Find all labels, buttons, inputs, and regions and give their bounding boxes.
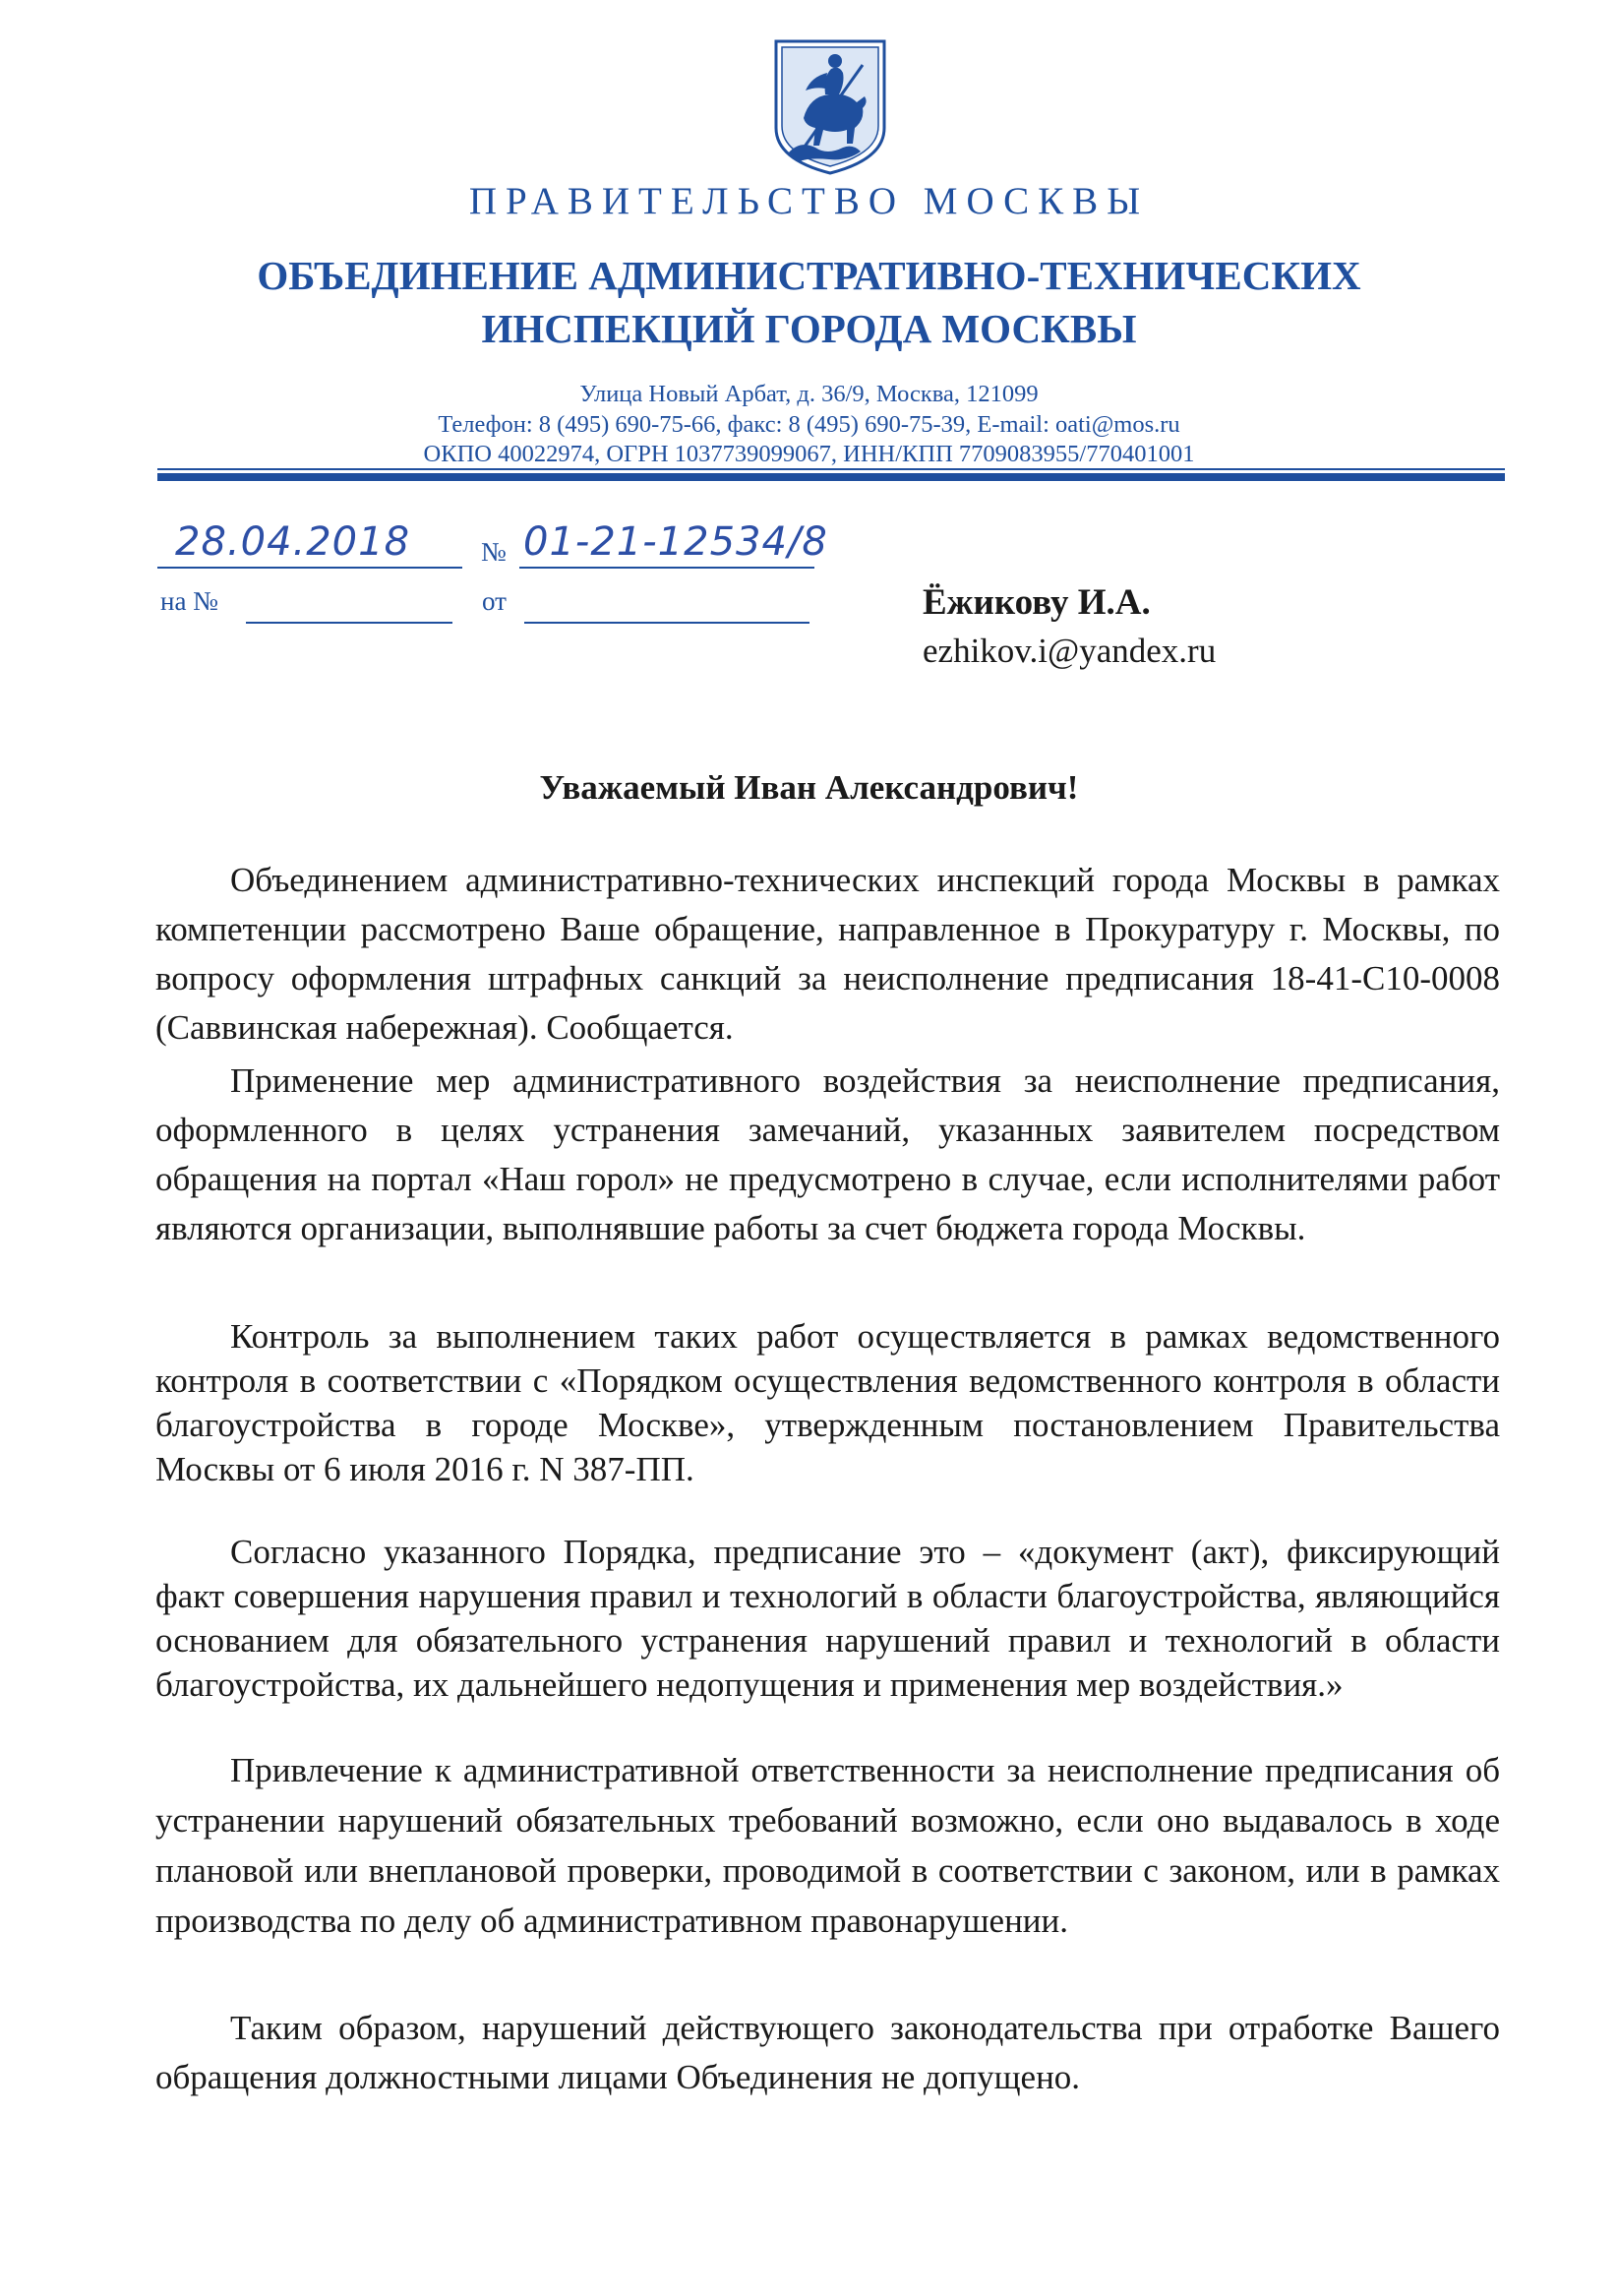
reference-number-underline [246, 622, 452, 624]
organization-contacts: Телефон: 8 (495) 690-75-66, факс: 8 (495) 690-75-39, E-mail: oati@mos.ru [438, 411, 1180, 438]
moscow-coat-of-arms-emblem [770, 37, 890, 175]
organization-name-line-2: ИНСПЕКЦИЙ ГОРОДА МОСКВЫ [481, 306, 1137, 351]
letter-paragraph: Таким образом, нарушений действующего законодательства при отработке Вашего обращения должностными лицами Объединения не допущено. [155, 2009, 1500, 2096]
letter-paragraph: Согласно указанного Порядка, предписание это – «документ (акт), фиксирующий факт совершения нарушения правил и технологий в области благоустройства, являющийся основанием для обязательного устранения нарушений правил и технологий в области благоустройства, их дальнейшего недопущения и применения мер воздействия.» [155, 1533, 1500, 1704]
outgoing-date-underline [157, 567, 462, 569]
letter-paragraph: Контроль за выполнением таких работ осуществляется в рамках ведомственного контроля в соответствии с «Порядком осуществления ведомственного контроля в области благоустройства в городе Москве», утвержденным постановлением Правительства Москвы от 6 июля 2016 г. N 387-ПП. [155, 1317, 1500, 1488]
organization-registry-codes: ОКПО 40022974, ОГРН 1037739099067, ИНН/КПП 7709083955/770401001 [423, 441, 1195, 467]
recipient-email: ezhikov.i@yandex.ru [923, 632, 1217, 670]
reference-date-underline [524, 622, 809, 624]
outgoing-number-handwritten: 01-21-12534/8 [523, 519, 828, 565]
reference-date-label: от [482, 586, 507, 616]
header-divider-thick [157, 473, 1505, 481]
government-name: ПРАВИТЕЛЬСТВО МОСКВЫ [468, 180, 1150, 222]
header-divider-thin [157, 468, 1505, 470]
outgoing-date-handwritten: 28.04.2018 [175, 519, 411, 565]
organization-name-line-1: ОБЪЕДИНЕНИЕ АДМИНИСТРАТИВНО-ТЕХНИЧЕСКИХ [257, 253, 1361, 298]
letter-paragraph: Применение мер административного воздействия за неисполнение предписания, оформленного в целях устранения замечаний, указанных заявителем посредством обращения на портал «Наш горол» не предусмотрено в случае, если исполнителями работ являются организации, выполнявшие работы за счет бюджета города Москвы. [155, 1061, 1500, 1247]
salutation: Уважаемый Иван Александрович! [539, 768, 1079, 807]
recipient-name: Ёжикову И.А. [923, 582, 1151, 623]
letter-paragraph: Объединением административно-технических инспекций города Москвы в рамках компетенции рассмотрено Ваше обращение, направленное в Прокуратуру г. Москвы, по вопросу оформления штрафных санкций за неисполнение предписания 18-41-С10-0008 (Саввинская набережная). Сообщается. [155, 861, 1500, 1047]
outgoing-number-label: № [481, 537, 507, 567]
outgoing-number-underline [519, 567, 814, 569]
reference-number-label: на № [160, 586, 218, 616]
organization-address: Улица Новый Арбат, д. 36/9, Москва, 121099 [579, 381, 1039, 407]
letter-paragraph: Привлечение к административной ответственности за неисполнение предписания об устранении нарушений обязательных требований возможно, если оно выдавалось в ходе плановой или внеплановой проверки, проводимой в соответствии с законом, или в рамках производства по делу об административном правонарушении. [155, 1751, 1500, 1940]
